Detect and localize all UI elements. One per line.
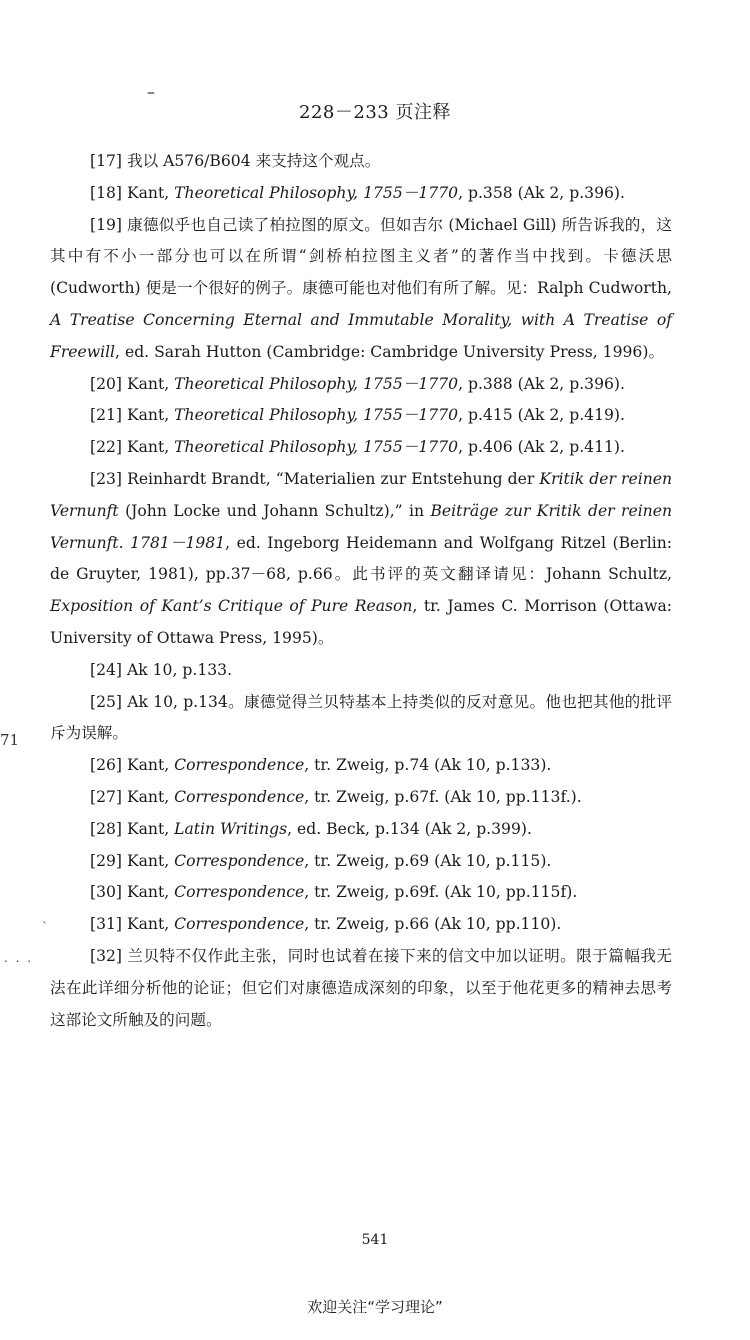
endnote-text: Kant, <box>122 406 175 425</box>
endnote-number: [24] <box>90 660 123 679</box>
stray-dash-mark: – <box>147 82 155 101</box>
endnote-text: , tr. Zweig, p.69 (Ak 10, p.115). <box>304 851 552 870</box>
endnote <box>0 846 750 878</box>
endnote-title-italic: Theoretical Philosophy, 1755－1770 <box>174 438 459 457</box>
endnote <box>0 210 750 369</box>
endnotes-list <box>0 146 750 1036</box>
endnote-number: [18] <box>90 183 123 202</box>
endnote <box>0 369 750 401</box>
endnote-text: Kant, <box>122 374 175 393</box>
endnote-title-italic: Beiträge zur Kritik der reinen Vernunft. 1781－1981 <box>50 501 672 552</box>
endnote-text: , ed. Sarah Hutton (Cambridge: Cambridge University Press, 1996)。 <box>115 342 665 361</box>
endnote-text: Kant, <box>122 883 175 902</box>
endnote <box>0 655 750 687</box>
endnote-number: [28] <box>90 819 123 838</box>
endnote-number: [23] <box>90 469 123 488</box>
endnote-title-italic: Correspondence <box>174 883 305 902</box>
endnote <box>0 814 750 846</box>
endnote-number: [27] <box>90 787 123 806</box>
endnote-number: [31] <box>90 915 123 934</box>
endnote <box>0 877 750 909</box>
endnote-text: , p.358 (Ak 2, p.396). <box>458 183 625 202</box>
endnote-title-italic: A Treatise Concerning Eternal and Immutable Morality, with A Treatise of Freewill <box>50 310 672 361</box>
page-number: 541 <box>361 1232 389 1248</box>
endnote-text: , ed. Ingeborg Heidemann and Wolfgang Ritzel (Berlin: de Gruyter, 1981), pp.37－68, p.66。此书评的英文翻译请见：Johann Schultz, <box>50 533 672 584</box>
endnote <box>0 400 750 432</box>
endnote-text: Kant, <box>122 183 175 202</box>
endnote <box>0 750 750 782</box>
endnote-title-italic: Theoretical Philosophy, 1755－1770 <box>174 374 459 393</box>
endnote-number: [25] <box>90 692 123 711</box>
endnote-title-italic: Correspondence <box>174 756 305 775</box>
endnote-text: , ed. Beck, p.134 (Ak 2, p.399). <box>287 819 532 838</box>
endnote <box>0 432 750 464</box>
endnote-text: Kant, <box>122 819 175 838</box>
endnote-text: Ak 10, p.133. <box>122 660 233 679</box>
endnote-text: , tr. Zweig, p.66 (Ak 10, pp.110). <box>304 915 562 934</box>
endnote-text: , tr. James C. Morrison (Ottawa: University of Ottawa Press, 1995)。 <box>50 597 672 647</box>
endnote-text: , p.415 (Ak 2, p.419). <box>458 406 625 425</box>
scan-dot-marks: . . . <box>4 951 34 965</box>
endnote-title-italic: Theoretical Philosophy, 1755－1770 <box>174 183 459 202</box>
margin-mark: 71 <box>0 731 20 749</box>
endnote <box>0 909 750 941</box>
watermark-footer: 欢迎关注“学习理论” <box>307 1298 443 1316</box>
endnote-title-italic: Exposition of Kant’s Critique of Pure Reason <box>50 597 413 616</box>
endnote-number: [30] <box>90 883 123 902</box>
endnote-number: [26] <box>90 756 123 775</box>
endnote-number: [20] <box>90 374 123 393</box>
endnote-text: 兰贝特不仅作此主张，同时也试着在接下来的信文中加以证明。限于篇幅我无法在此详细分析他的论证；但它们对康德造成深刻的印象，以至于他花更多的精神去思考这部论文所触及的问题。 <box>50 946 672 1029</box>
endnote-text: Ak 10, p.134。康德觉得兰贝特基本上持类似的反对意见。他也把其他的批评斥为误解。 <box>50 692 672 743</box>
endnote-number: [17] <box>90 152 123 170</box>
endnote-text: Kant, <box>122 438 175 457</box>
endnote-text: , p.388 (Ak 2, p.396). <box>458 374 625 393</box>
endnote <box>0 782 750 814</box>
endnote-title-italic: Latin Writings <box>174 819 288 838</box>
endnote-text: Reinhardt Brandt, “Materialien zur Entstehung der <box>122 469 540 488</box>
endnote-text: Kant, <box>122 756 175 775</box>
endnote-number: [19] <box>90 215 123 234</box>
endnote-text: 康德似乎也自己读了柏拉图的原文。但如吉尔 (Michael Gill) 所告诉我的，这其中有不小一部分也可以在所谓“剑桥柏拉图主义者”的著作当中找到。卡德沃思 (Cudworth) 便是一个很好的例子。康德可能也对他们有所了解。见：Ralph Cudworth, <box>50 215 672 298</box>
endnote <box>0 178 750 210</box>
endnote <box>0 146 750 178</box>
endnote <box>0 941 750 1036</box>
endnote-text: (John Locke und Johann Schultz),” in <box>118 501 431 520</box>
endnote-number: [22] <box>90 438 123 457</box>
scan-tick-mark: ` <box>42 920 48 934</box>
endnote-number: [29] <box>90 851 123 870</box>
endnote-text: Kant, <box>122 851 175 870</box>
endnote-title-italic: Kritik der reinen Vernunft <box>50 469 673 520</box>
endnote-text: 我以 A576/B604 来支持这个观点。 <box>122 152 381 170</box>
endnote-title-italic: Correspondence <box>174 915 305 934</box>
endnote-number: [32] <box>90 946 123 965</box>
endnote-text: , tr. Zweig, p.74 (Ak 10, p.133). <box>304 756 552 775</box>
endnote-text: , tr. Zweig, p.67f. (Ak 10, pp.113f.). <box>304 787 582 806</box>
endnote-text: , tr. Zweig, p.69f. (Ak 10, pp.115f). <box>304 883 578 902</box>
endnote-text: Kant, <box>122 787 175 806</box>
endnote-title-italic: Correspondence <box>174 787 305 806</box>
endnote-title-italic: Correspondence <box>174 851 305 870</box>
endnote-text: Kant, <box>122 915 175 934</box>
endnote-number: [21] <box>90 406 123 425</box>
endnote-text: , p.406 (Ak 2, p.411). <box>458 438 625 457</box>
endnote <box>0 687 750 751</box>
endnote <box>0 464 750 655</box>
page-heading: 228－233 页注释 <box>299 102 451 123</box>
endnote-title-italic: Theoretical Philosophy, 1755－1770 <box>174 406 459 425</box>
